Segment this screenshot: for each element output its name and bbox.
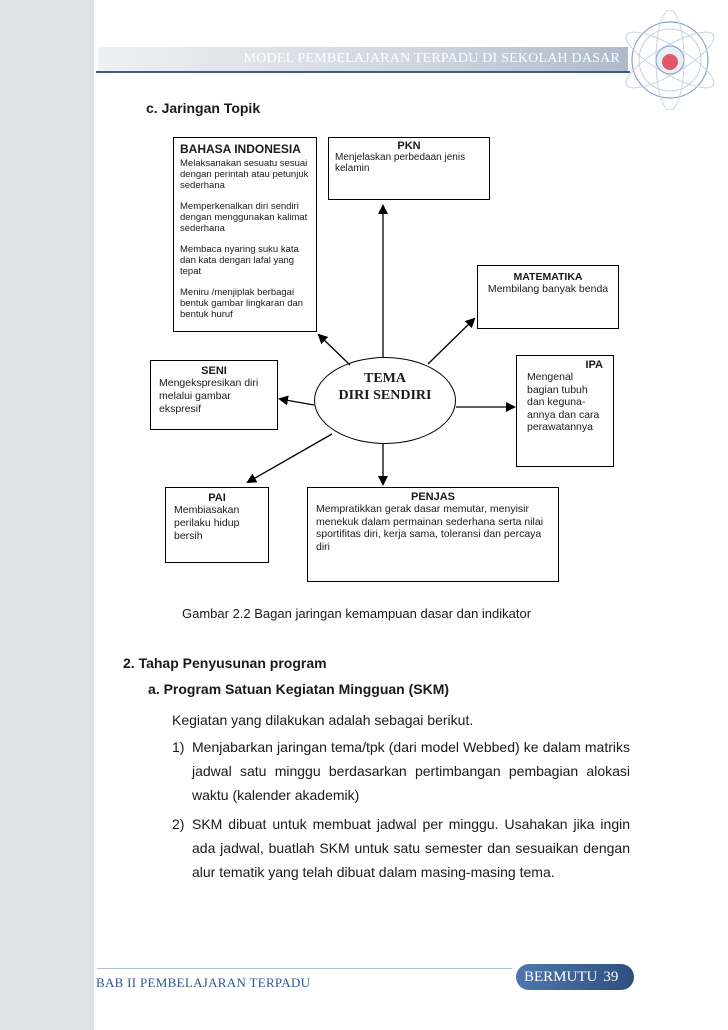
- arrow-to-seni: [280, 399, 314, 405]
- pai-text: Membiasakan perilaku hidup bersih: [174, 504, 240, 542]
- bahasa-indonesia-box: [173, 137, 317, 332]
- matematika-title: MATEMATIKA: [513, 271, 583, 283]
- seni-title: SENI: [201, 365, 227, 377]
- matematika-text: Membilang banyak benda: [487, 283, 609, 295]
- footer-rule: [97, 968, 512, 969]
- bahasa-indicator: Membaca nyaring suku kata dan kata dengan lafal yang tepat: [180, 244, 299, 277]
- penjas-title: PENJAS: [410, 491, 456, 503]
- footer-brand-page: [524, 966, 632, 988]
- seni-text: Mengekspresikan diri melalui gambar ekspresif: [159, 377, 259, 415]
- pkn-text: Menjelaskan perbedaan jenis kelamin: [335, 152, 466, 174]
- bahasa-indicator: Memperkenalkan diri sendiri dengan menggunakan kalimat sederhana: [180, 201, 308, 234]
- figure-caption: Gambar 2.2 Bagan jaringan kemampuan dasar dan indikator: [182, 606, 532, 621]
- center-theme-ellipse: [314, 357, 456, 444]
- intro-paragraph: Kegiatan yang dilakukan adalah sebagai berikut.: [172, 712, 474, 728]
- list-item: [172, 812, 630, 884]
- arrow-to-bahasa: [319, 335, 350, 365]
- pai-box: [165, 487, 269, 563]
- seni-box: [150, 360, 278, 430]
- ipa-text: Mengenal bagian tubuh dan keguna-annya dan cara perawatannya: [527, 371, 600, 433]
- footer-chapter: BAB II PEMBELAJARAN TERPADU: [96, 975, 311, 990]
- page-number: 39: [603, 969, 619, 985]
- list-item-number: 2): [172, 816, 185, 832]
- list-item-number: 1): [172, 739, 185, 755]
- list-item-text: Menjabarkan jaringan tema/tpk (dari model Webbed) ke dalam matriks jadwal satu minggu berdasarkan pertimbangan pembagian alokasi waktu (kalender akademik): [192, 739, 630, 803]
- subsection-a-heading: a. Program Satuan Kegiatan Mingguan (SKM): [148, 681, 450, 697]
- footer-brand: BERMUTU: [524, 969, 598, 985]
- bahasa-indicator: Melaksanakan sesuatu sesuai dengan perintah atau petunjuk sederhana: [180, 158, 309, 191]
- matematika-box: [477, 265, 619, 329]
- penjas-box: [307, 487, 559, 582]
- bahasa-title: BAHASA INDONESIA: [180, 142, 301, 156]
- arrow-to-matematika: [428, 319, 474, 364]
- arrow-to-pai: [248, 434, 332, 482]
- ipa-box: [516, 355, 614, 467]
- ipa-title: IPA: [585, 359, 603, 371]
- bahasa-indicator: Meniru /menjiplak berbagai bentuk gambar lingkaran dan bentuk huruf: [180, 287, 304, 320]
- theme-name: DIRI SENDIRI: [338, 388, 432, 403]
- pkn-box: [328, 137, 490, 200]
- pai-title: PAI: [208, 492, 226, 504]
- subsection-c-heading: c. Jaringan Topik: [146, 100, 261, 116]
- penjas-text: Mempratikkan gerak dasar memutar, menyisir menekuk dalam permainan sederhana serta nilai sportifitas diri, kerja sama, toleransi dan percaya diri: [316, 503, 544, 553]
- list-item-text: SKM dibuat untuk membuat jadwal per minggu. Usahakan jika ingin ada jadwal, buatlah SKM untuk satu semester dan sesuaikan dengan alur tematik yang telah dibuat dalam masing-masing tema.: [192, 816, 630, 880]
- pkn-title: PKN: [397, 140, 421, 152]
- running-header: MODEL PEMBELAJARAN TERPADU DI SEKOLAH DASAR: [243, 51, 620, 66]
- theme-label: TEMA: [364, 371, 406, 386]
- list-item: [172, 735, 630, 807]
- section-2-heading: 2. Tahap Penyusunan program: [123, 655, 327, 671]
